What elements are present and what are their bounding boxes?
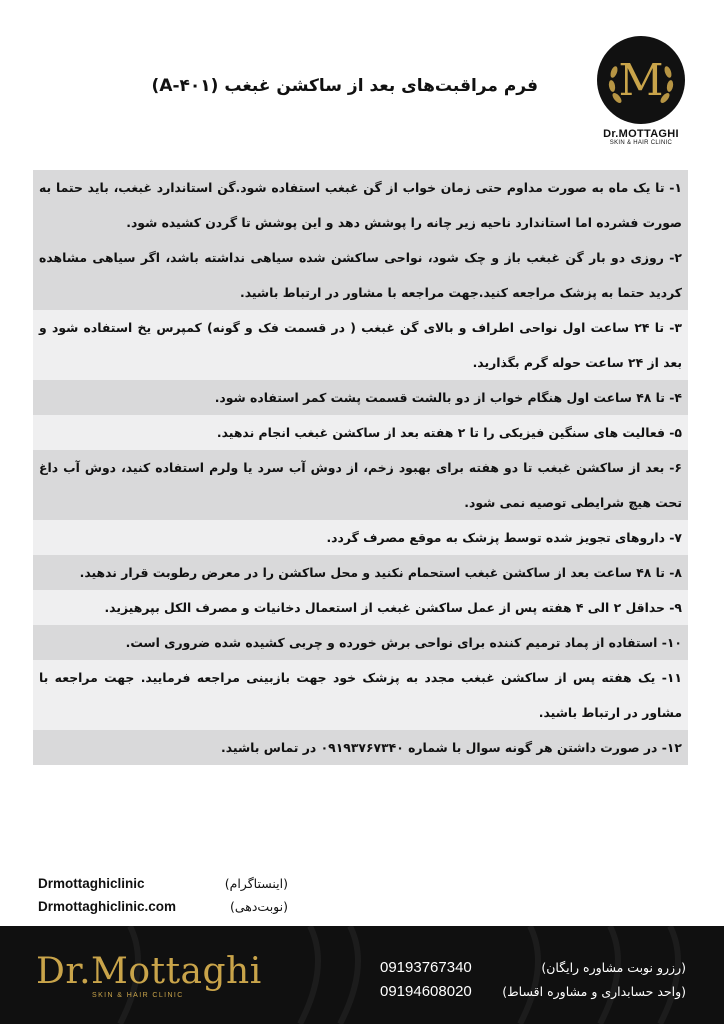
phone-accounting[interactable]: 09194608020: [380, 983, 472, 1000]
instruction-10: ۱۰- استفاده از پماد ترمیم کننده برای نواحی برش خورده و چربی کشیده شده ضروری است.: [33, 625, 688, 660]
footer-logo: [36, 951, 262, 999]
website-row: [38, 895, 288, 918]
instagram-row: [38, 872, 288, 895]
instruction-7: ۷- داروهای تجویز شده توسط پزشک به موقع مصرف گردد.: [33, 520, 688, 555]
instruction-3: ۳- تا ۲۴ ساعت اول نواحی اطراف و بالای گن غبغب ( در قسمت فک و گونه) کمپرس یخ استفاده شود و بعد از ۲۴ ساعت حوله گرم بگذارید.: [33, 310, 688, 380]
care-instructions-list: [33, 170, 688, 765]
phone-numbers: [380, 956, 472, 1004]
instruction-5: ۵- فعالیت های سنگین فیزیکی را تا ۲ هفته بعد از ساکشن غبغب انجام ندهید.: [33, 415, 688, 450]
website-link[interactable]: Drmottaghiclinic.com: [38, 899, 177, 914]
logo-name: Dr.MOTTAGHI: [603, 128, 679, 140]
instruction-1: ۱- تا یک ماه به صورت مداوم حتی زمان خواب از گن غبغب استفاده شود.گن استاندارد غبغب، باید حتما به صورت فشرده اما استاندارد ناحیه زیر چانه را پوشش دهد و این پوشش تا گردن کشیده شود.: [33, 170, 688, 240]
instagram-label: (اینستاگرام): [224, 876, 288, 891]
instagram-handle[interactable]: Drmottaghiclinic: [38, 876, 145, 891]
logo-emblem: [597, 36, 685, 124]
phone-accounting-label: (واحد حسابداری و مشاوره اقساط): [502, 984, 686, 999]
instruction-6: ۶- بعد از ساکشن غبغب تا دو هفته برای بهبود زخم، از دوش آب سرد یا ولرم استفاده کنید، دوش آب داغ تحت هیچ شرایطی توصیه نمی شود.: [33, 450, 688, 520]
footer-brand: Dr.Mottaghi: [36, 951, 262, 992]
instruction-9: ۹- حداقل ۲ الی ۴ هفته پس از عمل ساکشن غبغب از استعمال دخانیات و مصرف الکل بپرهیزید.: [33, 590, 688, 625]
instruction-2: ۲- روزی دو بار گن غبغب باز و چک شود، نواحی ساکشن شده سیاهی نداشته باشد، اگر سیاهی مشاهده کردید حتما به پزشک مراجعه کنید.جهت مراجعه با مشاور در ارتباط باشید.: [33, 240, 688, 310]
instruction-4: ۴- تا ۴۸ ساعت اول هنگام خواب از دو بالشت قسمت پشت کمر استفاده شود.: [33, 380, 688, 415]
page-title: فرم مراقبت‌های بعد از ساکشن غبغب (A-۴۰۱): [151, 76, 538, 96]
footer-brand-tagline: SKIN & HAIR CLINIC: [92, 992, 184, 999]
instruction-8: ۸- تا ۴۸ ساعت بعد از ساکشن غبغب استحمام نکنید و محل ساکشن را در معرض رطوبت قرار ندهید.: [33, 555, 688, 590]
logo-letter: M: [618, 54, 664, 106]
instruction-11: ۱۱- یک هفته پس از ساکشن غبغب مجدد به پزشک خود جهت بازبینی مراجعه فرمایید. جهت مراجعه با مشاور در ارتباط باشید.: [33, 660, 688, 730]
footer-bar: [0, 926, 724, 1024]
clinic-logo: [595, 36, 687, 146]
phone-labels: [502, 956, 686, 1004]
website-label: (نوبت‌دهی): [229, 899, 288, 914]
phone-reservation[interactable]: 09193767340: [380, 959, 472, 976]
phone-reservation-label: (رزرو نوبت مشاوره رایگان): [541, 960, 686, 975]
logo-tagline: SKIN & HAIR CLINIC: [609, 140, 673, 146]
instruction-12: ۱۲- در صورت داشتن هر گونه سوال با شماره ۰۹۱۹۳۷۶۷۳۴۰ در تماس باشید.: [33, 730, 688, 765]
contact-links: [38, 872, 288, 918]
